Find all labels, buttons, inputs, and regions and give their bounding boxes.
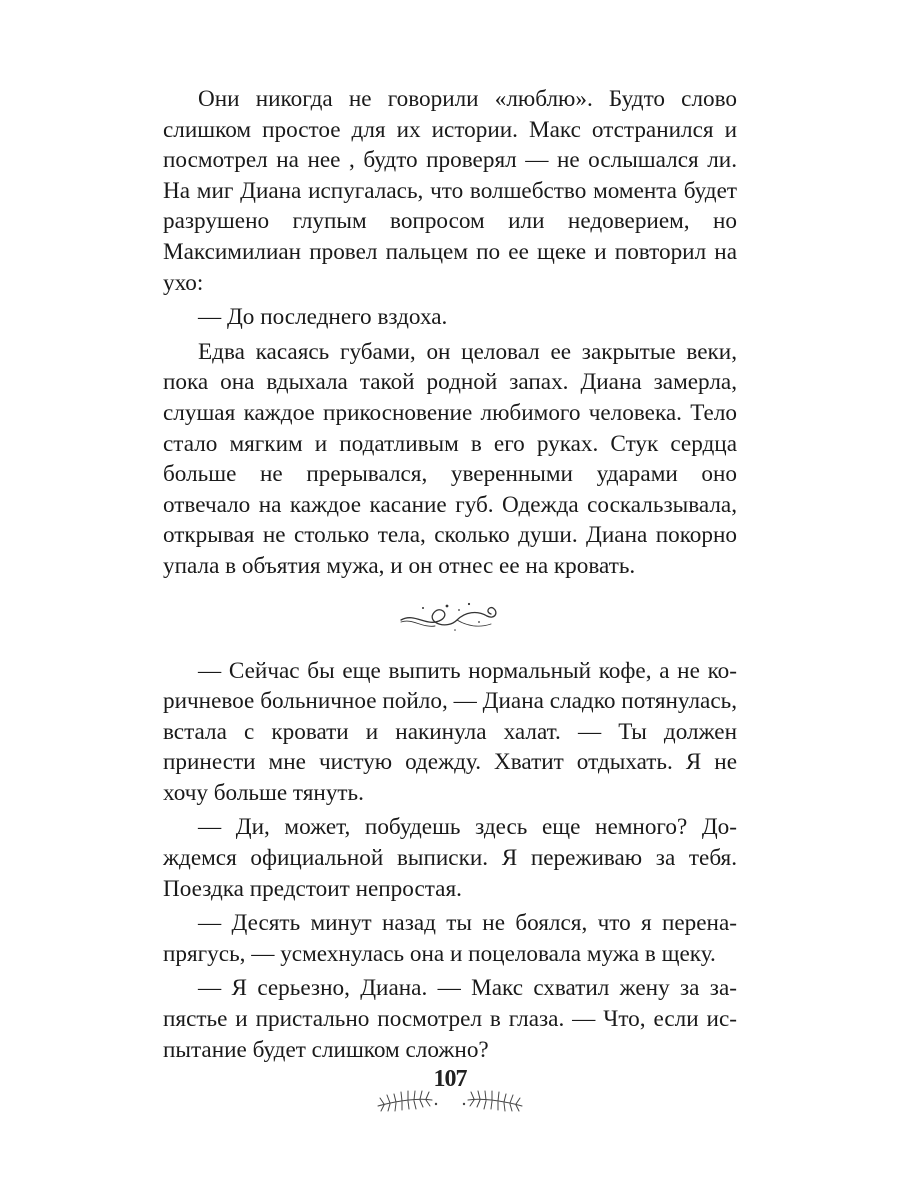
- paragraph: Они никогда не говорили «люблю». Будто слово слишком простое для их истории. Макс отстранился и посмотрел на нее , будто проверял — не ослышался ли. На миг Диана испугалась, что волшебство момента будет разрушено глупым вопросом или недоверием, но Максимилиан провел пальцем по ее щеке и повторил на ухо:: [163, 86, 737, 296]
- paragraph: — Сейчас бы еще выпить нормальный кофе, а не коричневое больничное пойло, — Диана сладко потянулась, встала с кровати и накинула халат. — Ты должен принести мне чистую одежду. Хватит отдыхать. Я не хочу больше тянуть.: [163, 657, 737, 806]
- swirl-flourish-icon: [395, 598, 505, 638]
- section-break: [163, 588, 737, 648]
- paragraph: — Я серьезно, Диана. — Макс схватил жену за запястье и пристально посмотрел в глаза. — Что, если испытание будет слишком сложно?: [163, 975, 737, 1063]
- page-text-block: [163, 84, 737, 1069]
- page-footer: [370, 1060, 530, 1120]
- page-number: 107: [433, 1066, 467, 1092]
- paragraph: — До последнего вздоха.: [198, 304, 448, 331]
- paragraph: — Десять минут назад ты не боялся, что я перенапрягусь, — усмехнулась она и поцеловала мужа в щеку.: [163, 910, 737, 967]
- paragraph: Едва касаясь губами, он целовал ее закрытые веки, пока она вдыхала такой родной запах. Диана замерла, слушая каждое прикосновение любимого человека. Тело стало мягким и податливым в его руках. Стук сердца больше не прерывался, уверенными ударами оно отвечало на каждое касание губ. Одежда соскальзывала, открывая не столько тела, сколько души. Диана покорно упала в объятия мужа, и он отнес ее на кровать.: [163, 338, 737, 579]
- paragraph: — Ди, может, побудешь здесь еще немного? Дождемся официальной выписки. Я переживаю за тебя. Поездка предстоит непростая.: [163, 814, 737, 902]
